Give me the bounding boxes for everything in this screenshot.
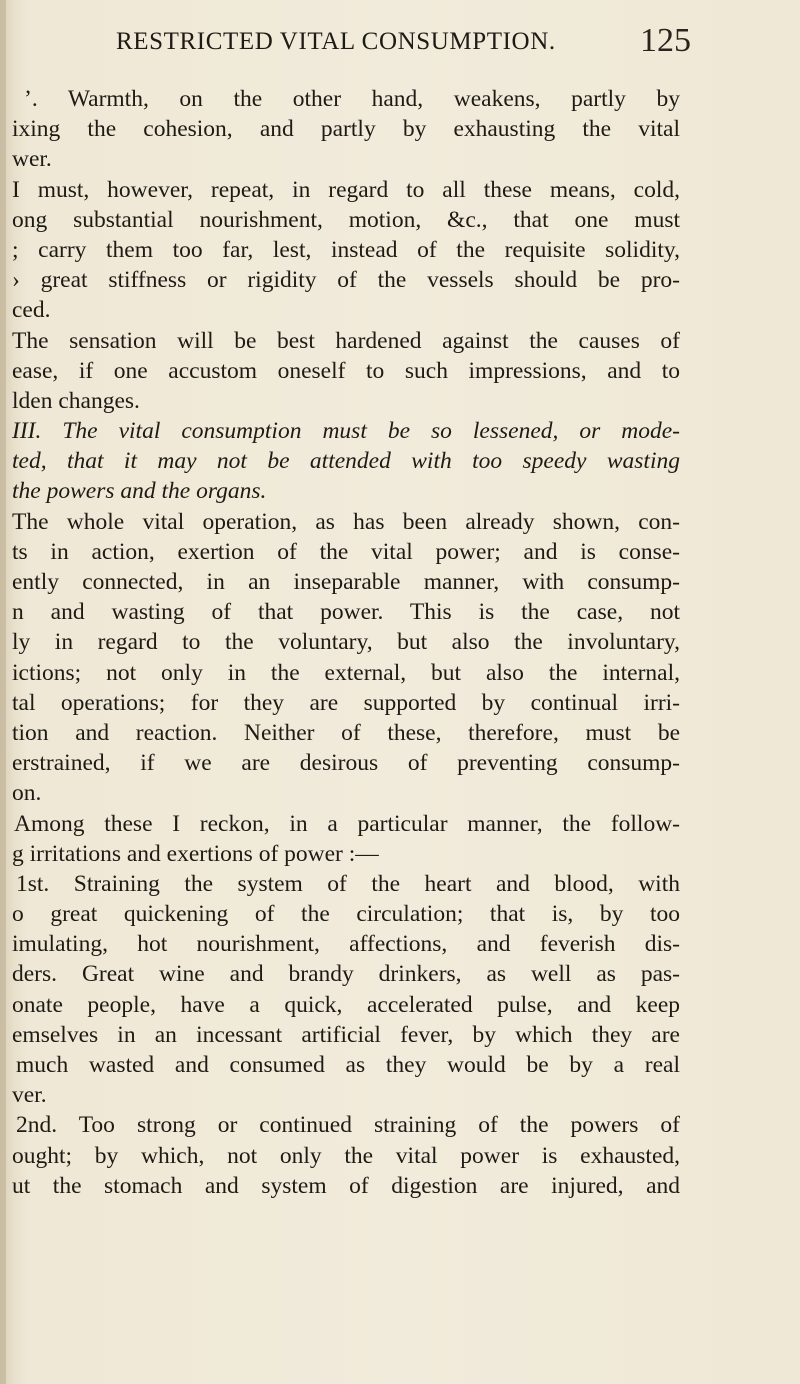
line-text: ted, that it may not be attended with too speedy wasting	[12, 448, 680, 475]
text-line	[0, 929, 800, 959]
text-line	[0, 567, 800, 597]
line-text: ought; by which, not only the vital power is exhausted,	[12, 1142, 680, 1169]
line-text: much wasted and consumed as they would be by a real	[16, 1052, 680, 1078]
line-text: ut the stomach and system of digestion are injured, and	[12, 1172, 680, 1199]
line-text: g irritations and exertions of power :—	[12, 840, 379, 867]
text-line	[0, 809, 800, 839]
text-line	[0, 688, 800, 718]
line-text: emselves in an incessant artificial fever, by which they are	[12, 1021, 680, 1048]
line-text: tion and reaction. Neither of these, therefore, must be	[12, 719, 680, 746]
text-line	[0, 1171, 800, 1201]
body-text	[0, 84, 800, 1201]
line-text: erstrained, if we are desirous of preventing consump-	[12, 750, 680, 777]
text-line	[0, 748, 800, 778]
line-text: wer.	[12, 146, 52, 173]
line-text: ently connected, in an inseparable manner, with consump-	[12, 569, 680, 595]
line-text: onate people, have a quick, accelerated pulse, and keep	[12, 991, 680, 1018]
text-line	[0, 1141, 800, 1171]
text-line	[0, 205, 800, 235]
text-line	[0, 175, 800, 205]
text-line	[0, 869, 800, 899]
text-line	[0, 295, 800, 325]
line-text: ong substantial nourishment, motion, &c., that one must	[12, 206, 680, 233]
text-line	[0, 507, 800, 537]
line-text: ced.	[12, 297, 51, 324]
text-line	[0, 839, 800, 869]
text-line	[0, 446, 800, 476]
text-line	[0, 990, 800, 1020]
text-line	[0, 386, 800, 416]
line-text: ders. Great wine and brandy drinkers, as well as pas-	[12, 961, 680, 988]
text-line	[0, 718, 800, 748]
line-text: I must, however, repeat, in regard to all these means, cold,	[12, 176, 680, 203]
text-line	[0, 658, 800, 688]
text-line	[0, 265, 800, 295]
line-text: ease, if one accustom oneself to such impressions, and to	[12, 357, 680, 384]
line-text: Among these I reckon, in a particular manner, the follow-	[14, 810, 680, 837]
line-text: › great stiffness or rigidity of the vessels should be pro-	[12, 267, 680, 294]
line-text: the powers and the organs.	[12, 478, 267, 505]
text-line	[0, 1080, 800, 1110]
text-line	[0, 144, 800, 174]
line-text: tal operations; for they are supported by continual irri-	[12, 689, 680, 716]
text-line	[0, 235, 800, 265]
line-text: lden changes.	[12, 387, 140, 414]
line-text: ver.	[12, 1082, 47, 1109]
line-text: 2nd. Too strong or continued straining of the powers of	[16, 1112, 680, 1139]
line-text: III. The vital consumption must be so lessened, or mode-	[12, 418, 680, 445]
line-text: 1st. Straining the system of the heart and blood, with	[16, 870, 680, 897]
line-text: The sensation will be best hardened against the causes of	[12, 327, 680, 354]
text-line	[0, 597, 800, 627]
text-line	[0, 1050, 800, 1080]
text-line	[0, 114, 800, 144]
text-line	[0, 416, 800, 446]
text-line	[0, 959, 800, 989]
text-line	[0, 537, 800, 567]
line-text: on.	[12, 780, 42, 807]
line-text: ixing the cohesion, and partly by exhausting the vital	[12, 116, 680, 143]
text-line	[0, 627, 800, 657]
line-text: n and wasting of that power. This is the case, not	[12, 599, 680, 626]
text-line	[0, 326, 800, 356]
line-text: o great quickening of the circulation; that is, by too	[12, 901, 680, 928]
line-text: The whole vital operation, as has been already shown, con-	[12, 508, 680, 535]
text-line	[0, 84, 800, 114]
line-text: ictions; not only in the external, but also the internal,	[12, 659, 680, 686]
line-text: ly in regard to the voluntary, but also the involuntary,	[12, 629, 680, 656]
text-line	[0, 899, 800, 929]
page-header	[0, 24, 800, 64]
page-number: 125	[640, 22, 691, 59]
line-text: ts in action, exertion of the vital power; and is conse-	[12, 538, 680, 565]
line-text: imulating, hot nourishment, affections, and feverish dis-	[12, 931, 680, 958]
line-text: ’. Warmth, on the other hand, weakens, partly by	[24, 86, 680, 112]
running-head: RESTRICTED VITAL CONSUMPTION.	[116, 28, 556, 55]
text-line	[0, 778, 800, 808]
text-line	[0, 1110, 800, 1140]
text-line	[0, 356, 800, 386]
line-text: ; carry them too far, lest, instead of the requisite solidity,	[12, 236, 680, 263]
text-line	[0, 476, 800, 506]
text-line	[0, 1020, 800, 1050]
